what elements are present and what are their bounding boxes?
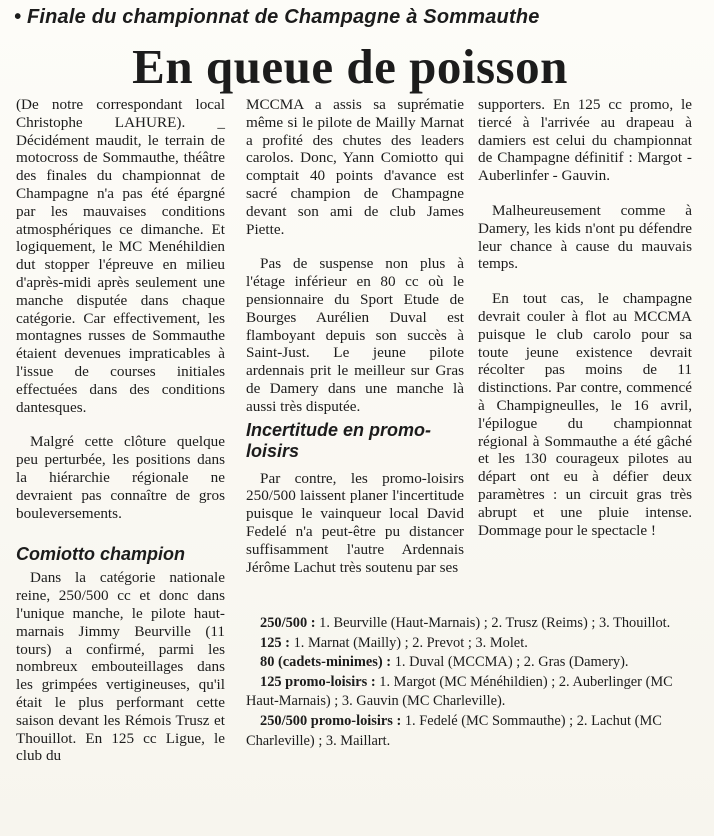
- column1-paragraph-3: Dans la catégorie nationale reine, 250/500 cc et donc dans l'unique manche, le pilote haut-marnais Jimmy Beurville (11 tours) a confirmé, parmi les nombreux embouteillages dans les grimpées vertigineuses, qu'il était le plus performant cette saison devant les Rémois Trusz et Thouillot. En 125 cc Ligue, le club du: [16, 569, 225, 765]
- result-row-250-500: [246, 614, 692, 634]
- result-row-250-500-promo: [246, 712, 692, 751]
- result-row-125: [246, 634, 692, 654]
- article-kicker: • Finale du championnat de Champagne à Sommauthe: [14, 6, 540, 28]
- result-category: 250/500 promo-loisirs :: [260, 712, 402, 729]
- article-column-1: [16, 96, 225, 765]
- result-category: 250/500 :: [260, 615, 316, 631]
- column2-paragraph-2: Pas de suspense non plus à l'étage inférieur en 80 cc où le pensionnaire du Sport Etude de Bourges Aurélien Duval est flamboyant depuis son succès à Saint-Just. Le jeune pilote ardennais prit le meilleur sur Gras de Damery dans une manche là aussi très disputée.: [246, 255, 464, 415]
- article-headline: En queue de poisson: [132, 39, 568, 94]
- result-row-125-promo: [246, 673, 692, 712]
- result-text: 1. Marnat (Mailly) ; 2. Prevot ; 3. Molet.: [289, 634, 528, 651]
- result-text: 1. Fedelé (MC Sommauthe) ; 2. Lachut (MC Charleville) ; 3. Maillart.: [246, 712, 662, 749]
- subhead-comiotto-champion: Comiotto champion: [16, 544, 185, 565]
- result-category: 125 :: [260, 634, 290, 651]
- article-column-3: [478, 96, 692, 539]
- column3-paragraph-1: supporters. En 125 cc promo, le tiercé à l'arrivée au drapeau à damiers est celui du championnat de Champagne définitif : Margot - Auberlinfer - Gauvin.: [478, 96, 692, 185]
- results-box: [246, 614, 692, 751]
- column3-paragraph-2: Malheureusement comme à Damery, les kids n'ont pu défendre leur chance à cause du mauvais temps.: [478, 201, 692, 273]
- column2-paragraph-3: Par contre, les promo-loisirs 250/500 laissent planer l'incertitude puisque le vainqueur local David Fedelé n'a peut-être pu distancer suffisamment l'autre Ardennais Jérôme Lachut très soutenu par ses: [246, 469, 464, 576]
- article-column-2: [246, 96, 464, 576]
- column1-paragraph-2: Malgré cette clôture quelque peu perturbée, les positions dans la hiérarchie régionale ne devraient pas connaître de gros bouleversements.: [16, 433, 225, 522]
- column1-paragraph-1: (De notre correspondant local Christophe LAHURE). _ Décidément maudit, le terrain de motocross de Sommauthe, théâtre des finales du championnat de Champagne n'a pas été épargné par les mauvaises conditions atmosphériques ce dimanche. Et logiquement, le MC Menéhildien dut stopper l'épreuve en milieu d'après-midi après seulement une manche disputée dans chaque catégorie. Car effectivement, les montagnes russes de Sommauthe étaient devenues impraticables à l'issue de courses initiales effectuées dans des conditions dantesques.: [16, 96, 225, 416]
- column3-paragraph-3: En tout cas, le champagne devrait couler à flot au MCCMA puisque le club carolo pour sa toute jeune existence devrait récolter pas moins de 11 distinctions. Par contre, commencé à Champigneulles, le 16 avril, l'épilogue du championnat régional à Sommauthe a été gâché et les 130 courageux pilotes au départ ont eu à défier deux paramètres : un circuit gras très abrupt et une pluie intense. Dommage pour le spectacle !: [478, 290, 692, 539]
- result-category: 80 (cadets-minimes) :: [260, 654, 392, 671]
- result-row-80: [246, 653, 692, 673]
- column2-paragraph-1: MCCMA a assis sa suprématie même si le pilote de Mailly Marnat a profité des chutes des leaders carolos. Donc, Yann Comiotto qui comptait 40 points d'avance est sacré champion de Champagne devant son ami de club James Piette.: [246, 96, 464, 238]
- result-text: 1. Margot (MC Ménéhildien) ; 2. Auberlinger (MC Haut-Marnais) ; 3. Gauvin (MC Charleville).: [246, 673, 673, 710]
- result-category: 125 promo-loisirs :: [260, 673, 376, 690]
- result-text: 1. Beurville (Haut-Marnais) ; 2. Trusz (Reims) ; 3. Thouillot.: [315, 615, 671, 631]
- result-text: 1. Duval (MCCMA) ; 2. Gras (Damery).: [391, 654, 629, 671]
- subhead-incertitude-promo-loisirs: Incertitude en promo-loisirs: [246, 419, 432, 461]
